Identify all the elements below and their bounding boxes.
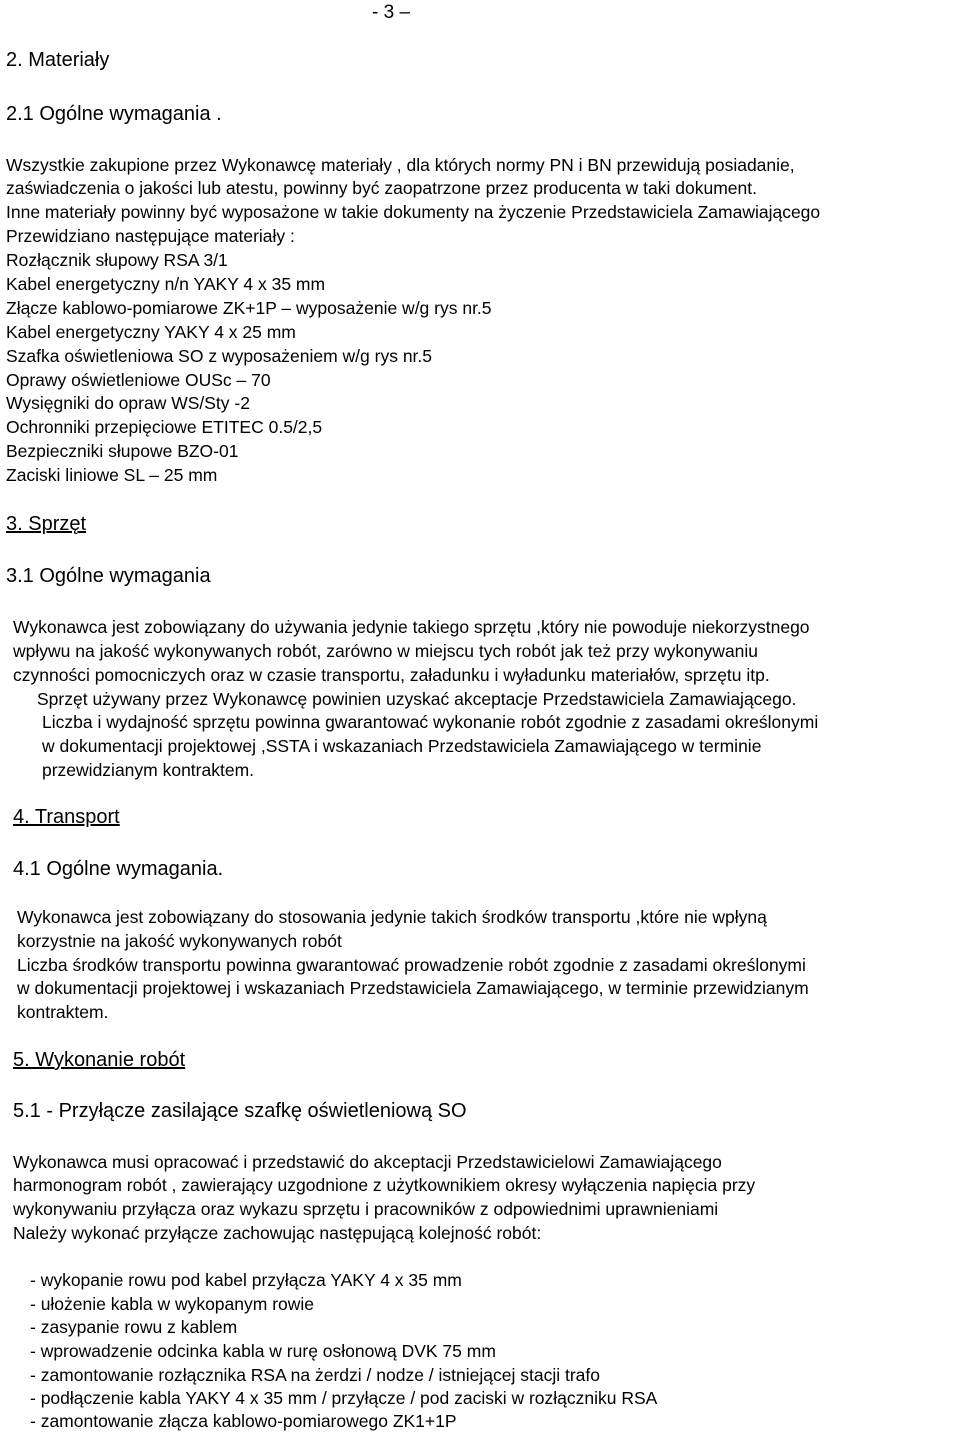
step-item: - ułożenie kabla w wykopanym rowie [30, 1294, 315, 1314]
material-item: Zaciski liniowe SL – 25 mm [6, 465, 218, 485]
material-item: Rozłącznik słupowy RSA 3/1 [6, 250, 228, 270]
paragraph-line: Sprzęt używany przez Wykonawcę powinien uzyskać akceptacje Przedstawiciela Zamawiającego. [37, 689, 797, 709]
paragraph-line: Przewidziano następujące materiały : [6, 226, 295, 246]
subsection-heading-power-connection: 5.1 - Przyłącze zasilające szafkę oświetleniową SO [13, 1100, 467, 1122]
paragraph-line: harmonogram robót , zawierający uzgodnione z użytkownikiem okresy wyłączenia napięcia przy [13, 1175, 756, 1195]
paragraph-line: zaświadczenia o jakości lub atestu, powinny być zaopatrzone przez producenta w taki dokument. [6, 178, 757, 198]
subsection-heading-general-requirements: 2.1 Ogólne wymagania . [6, 103, 222, 125]
paragraph-line: w dokumentacji projektowej i wskazaniach Przedstawiciela Zamawiającego, w terminie przewidzianym [17, 978, 809, 998]
paragraph-line: Liczba środków transportu powinna gwarantować prowadzenie robót zgodnie z zasadami określonymi [17, 955, 806, 975]
material-item: Oprawy oświetleniowe OUSc – 70 [6, 370, 271, 390]
step-item: - podłączenie kabla YAKY 4 x 35 mm / przyłącze / pod zaciski w rozłączniku RSA [30, 1388, 658, 1408]
paragraph-line: Inne materiały powinny być wyposażone w takie dokumenty na życzenie Przedstawiciela Zamawiającego [6, 202, 821, 222]
paragraph-line: Liczba i wydajność sprzętu powinna gwarantować wykonanie robót zgodnie z zasadami określonymi [42, 712, 819, 732]
paragraph-line: kontraktem. [17, 1002, 109, 1022]
paragraph-line: korzystnie na jakość wykonywanych robót [17, 931, 342, 951]
paragraph-line: Wykonawca jest zobowiązany do stosowania jedynie takich środków transportu ,które nie wpłyną [17, 907, 767, 927]
paragraph-line: Wszystkie zakupione przez Wykonawcę materiały , dla których normy PN i BN przewidują posiadanie, [6, 155, 795, 175]
material-item: Kabel energetyczny YAKY 4 x 25 mm [6, 322, 296, 342]
paragraph-line: wykonywaniu przyłącza oraz wykazu sprzętu i pracowników z odpowiednimi uprawnieniami [13, 1199, 719, 1219]
step-item: - zamontowanie złącza kablowo-pomiarowego ZK1+1P [30, 1411, 457, 1431]
paragraph-line: w dokumentacji projektowej ,SSTA i wskazaniach Przedstawiciela Zamawiającego w terminie [42, 736, 762, 756]
paragraph-line: Wykonawca musi opracować i przedstawić do akceptacji Przedstawicielowi Zamawiającego [13, 1152, 722, 1172]
subsection-heading-general-requirements: 4.1 Ogólne wymagania. [13, 858, 224, 880]
material-item: Złącze kablowo-pomiarowe ZK+1P – wyposażenie w/g rys nr.5 [6, 298, 492, 318]
paragraph-line: Należy wykonać przyłącze zachowując następującą kolejność robót: [13, 1223, 542, 1243]
material-item: Bezpieczniki słupowe BZO-01 [6, 441, 239, 461]
paragraph-line: Wykonawca jest zobowiązany do używania jedynie takiego sprzętu ,który nie powoduje niekorzystnego [13, 617, 810, 637]
step-item: - wykopanie rowu pod kabel przyłącza YAKY 4 x 35 mm [30, 1270, 462, 1290]
paragraph-line: przewidzianym kontraktem. [42, 760, 255, 780]
step-item: - zasypanie rowu z kablem [30, 1317, 238, 1337]
material-item: Ochronniki przepięciowe ETITEC 0.5/2,5 [6, 417, 323, 437]
section-heading-materials: 2. Materiały [6, 49, 110, 71]
section-heading-works-execution: 5. Wykonanie robót [13, 1049, 186, 1071]
section-heading-equipment: 3. Sprzęt [6, 513, 87, 535]
material-item: Kabel energetyczny n/n YAKY 4 x 35 mm [6, 274, 326, 294]
paragraph-line: wpływu na jakość wykonywanych robót, zarówno w miejscu tych robót jak też przy wykonywaniu [13, 641, 759, 661]
subsection-heading-general-requirements: 3.1 Ogólne wymagania [6, 565, 211, 587]
step-item: - wprowadzenie odcinka kabla w rurę osłonową DVK 75 mm [30, 1341, 496, 1361]
step-item: - zamontowanie rozłącznika RSA na żerdzi / nodze / istniejącej stacji trafo [30, 1365, 600, 1385]
paragraph-line: czynności pomocniczych oraz w czasie transportu, załadunku i wyładunku materiałów, sprzętu itp. [13, 665, 770, 685]
material-item: Szafka oświetleniowa SO z wyposażeniem w/g rys nr.5 [6, 346, 433, 366]
section-heading-transport: 4. Transport [13, 806, 120, 828]
material-item: Wysięgniki do opraw WS/Sty -2 [6, 393, 250, 413]
page-number: - 3 – [372, 2, 411, 23]
